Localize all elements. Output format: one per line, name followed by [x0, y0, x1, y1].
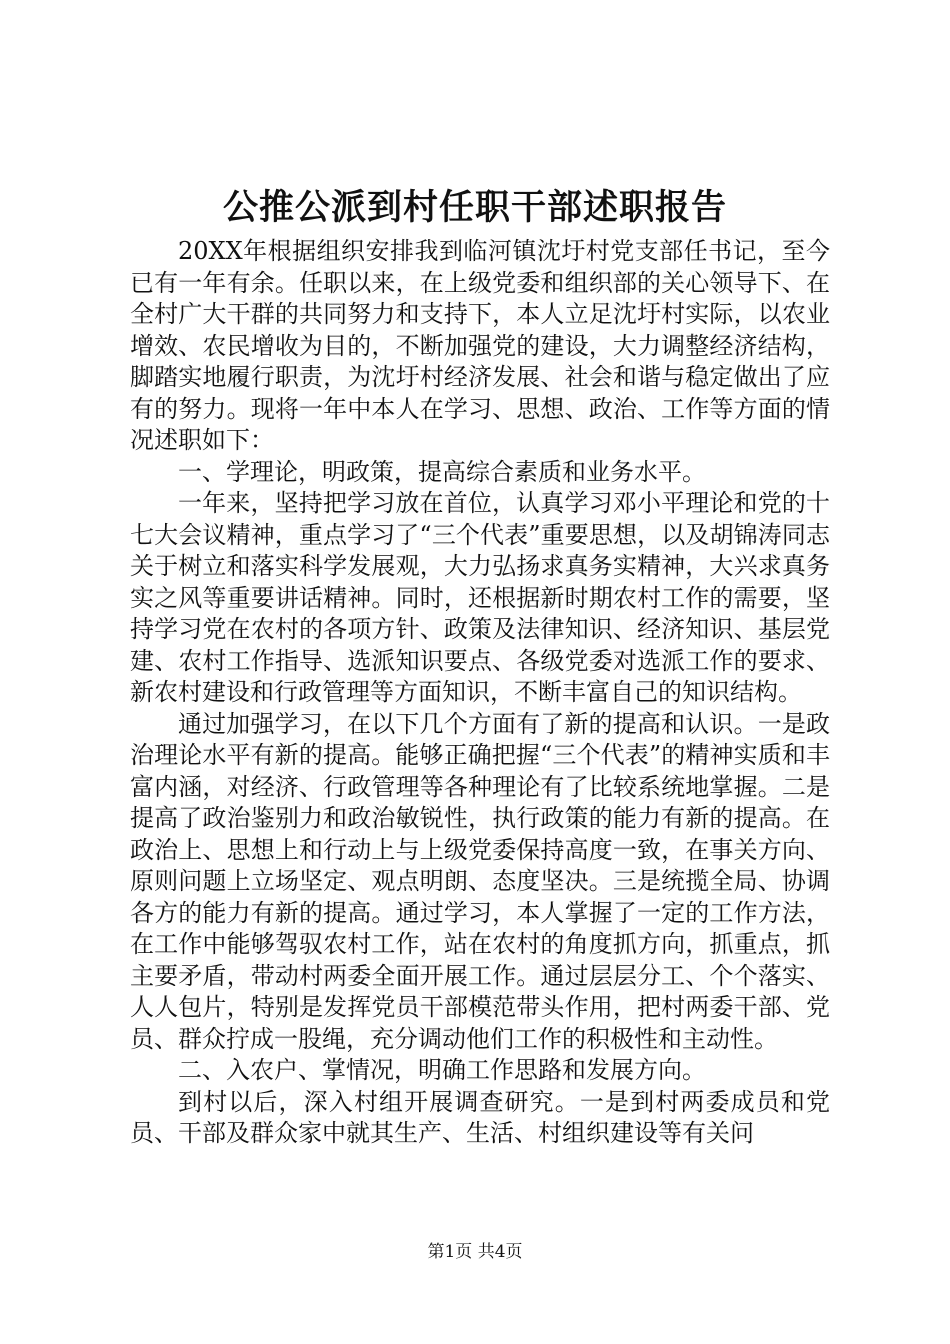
paragraph-study: 一年来，坚持把学习放在首位，认真学习邓小平理论和党的十七大会议精神，重点学习了“三个代表”重要思想，以及胡锦涛同志关于树立和落实科学发展观，大力弘扬求真务实精神，大兴求真务实之风等重要讲话精神。同时，还根据新时期农村工作的需要，坚持学习党在农村的各项方针、政策及法律知识、经济知识、基层党建、农村工作指导、选派知识要点、各级党委对选派工作的要求、新农村建设和行政管理等方面知识，不断丰富自己的知识结构。: [130, 489, 830, 706]
document-title: 公推公派到村任职干部述职报告: [222, 187, 727, 228]
document-body: [130, 236, 830, 1150]
section-heading-2: 二、入农户、掌情况，明确工作思路和发展方向。: [178, 1056, 706, 1084]
page-number: 第1页: [427, 1242, 473, 1262]
page-footer: [0, 1240, 950, 1264]
paragraph-improvements: 通过加强学习，在以下几个方面有了新的提高和认识。一是政治理论水平有新的提高。能够正确把握“三个代表”的精神实质和丰富内涵，对经济、行政管理等各种理论有了比较系统地掌握。二是提高了政治鉴别力和政治敏锐性，执行政策的能力有新的提高。在政治上、思想上和行动上与上级党委保持高度一致，在事关方向、原则问题上立场坚定、观点明朗、态度坚决。三是统揽全局、协调各方的能力有新的提高。通过学习，本人掌握了一定的工作方法，在工作中能够驾驭农村工作，站在农村的角度抓方向，抓重点，抓主要矛盾，带动村两委全面开展工作。通过层层分工、个个落实、人人包片，特别是发挥党员干部模范带头作用，把村两委干部、党员、群众拧成一股绳，充分调动他们工作的积极性和主动性。: [130, 709, 830, 1053]
page-total: 共4页: [477, 1242, 523, 1262]
paragraph-research: 到村以后，深入村组开展调查研究。一是到村两委成员和党员、干部及群众家中就其生产、生活、村组织建设等有关问: [130, 1087, 830, 1147]
paragraph-intro: 20XX年根据组织安排我到临河镇沈圩村党支部任书记，至今已有一年有余。任职以来，在上级党委和组织部的关心领导下、在全村广大干群的共同努力和支持下，本人立足沈圩村实际，以农业增效、农民增收为目的，不断加强党的建设，大力调整经济结构，脚踏实地履行职责，为沈圩村经济发展、社会和谐与稳定做出了应有的努力。现将一年中本人在学习、思想、政治、工作等方面的情况述职如下：: [130, 237, 830, 454]
section-heading-1: 一、学理论，明政策，提高综合素质和业务水平。: [178, 457, 706, 486]
